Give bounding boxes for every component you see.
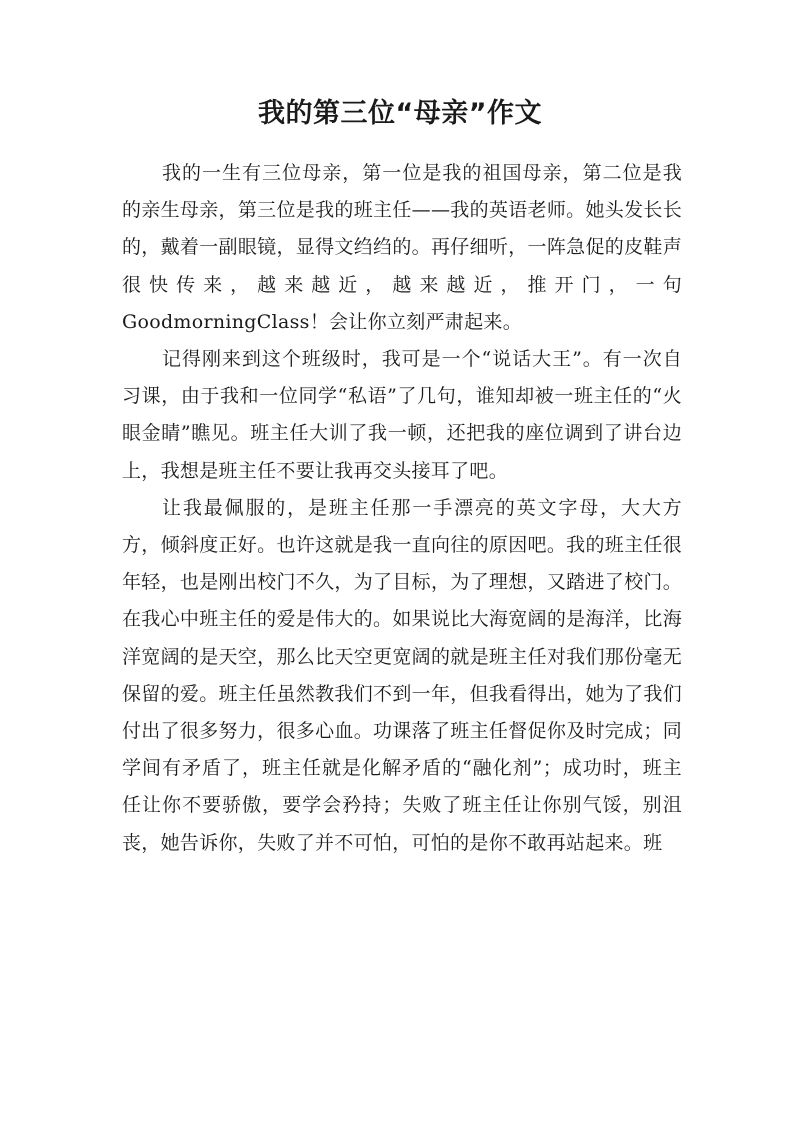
paragraph-2: 记得刚来到这个班级时，我可是一个“说话大王”。有一次自习课，由于我和一位同学“私语”了几句，谁知却被一班主任的“火眼金睛”瞧见。班主任大训了我一顿，还把我的座位调到了讲台边上，我想是班主任不要让我再交头接耳了吧。: [122, 348, 682, 482]
paragraph-3: 让我最佩服的，是班主任那一手漂亮的英文字母，大大方方，倾斜度正好。也许这就是我一直向往的原因吧。我的班主任很年轻，也是刚出校门不久，为了目标，为了理想，又踏进了校门。在我心中班主任的爱是伟大的。如果说比大海宽阔的是海洋，比海洋宽阔的是天空，那么比天空更宽阔的就是班主任对我们那份毫无保留的爱。班主任虽然教我们不到一年，但我看得出，她为了我们付出了很多努力，很多心血。功课落了班主任督促你及时完成；同学间有矛盾了，班主任就是化解矛盾的“融化剂”；成功时，班主任让你不要骄傲，要学会矜持；失败了班主任让你别气馁，别沮丧，她告诉你，失败了并不可怕，可怕的是你不敢再站起来。班: [122, 496, 682, 854]
document-title: 我的第三位“母亲”作文: [258, 98, 542, 129]
document-body: [122, 155, 682, 862]
paragraph-1: 我的一生有三位母亲，第一位是我的祖国母亲，第二位是我的亲生母亲，第三位是我的班主任——我的英语老师。她头发长长的，戴着一副眼镜，显得文绉绉的。再仔细听，一阵急促的皮鞋声很快传来，越来越近，越来越近，推开门，一句GoodmorningClass！会让你立刻严肃起来。: [122, 162, 682, 333]
